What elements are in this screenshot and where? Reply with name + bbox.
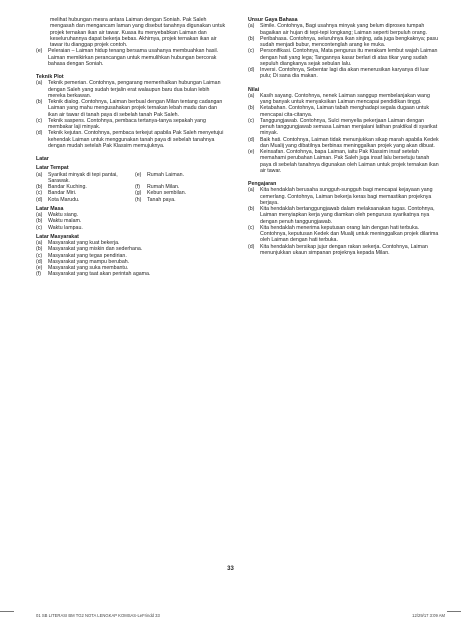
right-column <box>248 17 440 256</box>
list-item: (e) Peleraian – Laiman hidup tenang bersama usahanya membuahkan hasil. Laiman memikirkan perancangan untuk memulihkan hubungan bercorak bahasa dengan Soniah. <box>36 48 219 67</box>
masyarakat-list <box>36 240 228 278</box>
subsection-heading: Latar Masa <box>36 205 64 212</box>
list-item-text: Kita hendaklah berusaha sungguh-sungguh bagi mencapai kejayaan yang cemerlang. Contohnya, Laiman bekerja keras bagi memastikan projeknya berjaya. <box>260 187 433 206</box>
list-item-text: Rumah Milan. <box>147 184 180 190</box>
list-item <box>248 36 440 49</box>
list-item-text: Kita hendaklah menerima keputusan orang lain dengan hati terbuka. Contohnya, keputusan Kedek dan Mualij untuk meninggalkan projek dilarima oleh Laiman dengan hati terbuka. <box>260 224 439 244</box>
list-item <box>36 130 228 149</box>
list-item-label: (c) <box>248 117 255 124</box>
list-item-text: Teknik pemerian. Contohnya, pengarang memerihalkan hubungan Laiman dengan Saleh yang sudah terjalin erat walaupun baru dua bulan lebih mereka berkawan. <box>48 80 221 99</box>
print-footer-file: 01 SB LITERASI BM TG2 NOTA LENGKAP KOMSAS-LeFrindd 33 <box>36 613 160 618</box>
section-heading: Pengajaran <box>248 181 277 187</box>
list-item-label: (e) <box>248 149 255 155</box>
pengajaran-list <box>248 187 440 256</box>
list-item-text: Waktu malam. <box>48 218 82 225</box>
list-item-text: Teknik dialog. Contohnya, Laiman berbual dengan Milan tentang cadangan Laiman yang mahu mengusahakan projek ternakan lebah madu dan dan ikan air tawar di tanah paya di sebelah tanah Pak Saleh. <box>48 99 223 118</box>
list-item <box>135 172 228 185</box>
list-item <box>36 118 228 131</box>
list-item-label: (a) <box>248 23 255 30</box>
list-item-label: (a) <box>248 92 255 99</box>
list-item-text: Masyarakat yang miskin dan sederhana. <box>48 246 143 253</box>
list-item-label: (c) <box>36 252 43 259</box>
list-item-label: (c) <box>36 224 43 231</box>
list-item-text: Keinsafan. Contohnya, bapa Laiman, iaitu Pak Klassim insaf setelah memahami perubahan Laiman. Pak Saleh juga insaf lalu bersetuju tanah paya di sebelah tanahnya digunakan oleh Laiman untuk projek ternakan ikan air tawar. <box>260 149 439 174</box>
list-item-text: Waktu siang. <box>48 212 79 218</box>
list-item-text: Personifikasi. Contohnya, Mata pengurus itu merakam lembut wajah Laiman dengan hati yang lega; Tangannya kasar berlari di atas tikar yang sudah sepuluh diangkanya sejak sebulan lalu. <box>260 48 438 67</box>
list-item-label: (c) <box>36 190 43 197</box>
list-item-text: Kota Marudu. <box>48 196 80 203</box>
list-item-text: Masyarakat yang kuat bekerja. <box>48 240 120 246</box>
list-item-label: (d) <box>36 196 43 203</box>
section-heading: Unsur Gaya Bahasa <box>248 17 298 23</box>
list-item <box>36 172 129 185</box>
list-item-label: (d) <box>248 67 255 73</box>
list-item-label: (c) <box>248 224 255 231</box>
tempat-list <box>36 172 228 203</box>
list-item-label: (a) <box>36 171 43 178</box>
list-item-label: (b) <box>36 246 43 253</box>
list-item-text: Masyarakat yang mampu berubah. <box>48 258 130 265</box>
intro-paragraph: melihat hubungan mesra antara Laiman dengan Soniah. Pak Saleh mengasah dan mengancam laman yang disebut tanahnya digunakan untuk projek ternakan ikan air tawar. Kuasa itu menyebabkan Laiman dan keseluruhannya dapat bekerja bebas. Akhirnya, projek ternakan ikan air tawar itu dianggap projek contoh. <box>50 17 226 48</box>
list-item <box>248 105 440 118</box>
list-item-text: Peribahasa. Contohnya, seluruhnya ikan sinjing, ada juga bengkaknya; pasu sudah menjadi bubur, mencontenglah arang ke muka. <box>260 35 439 48</box>
list-item-label: (e) <box>135 171 142 178</box>
page-number: 33 <box>227 566 234 572</box>
list-item-text: Tanggungjawab. Contohnya, Sulci menyelia pekerjaan Laiman dengan penuh tanggungjawab semasa Laiman menjalani latihan praktikal di syarikat minyak. <box>260 117 438 137</box>
list-item <box>248 48 440 67</box>
list-item-text: Kasih sayang. Contohnya, nenek Laiman sanggup membelanjakan wang yang banyak untuk menyaksikan Laiman mencapai pendidikan tinggi. <box>260 92 430 105</box>
list-item-text: Waktu lampau. <box>48 224 83 231</box>
list-item-text: Kita hendaklah bersikap jujur dengan rakan sekerja. Contohnya, Laiman menunjukkan ukaun simpanan projeknya kepada Milan. <box>260 243 428 256</box>
list-item-label: (a) <box>36 240 43 246</box>
list-item-label: (c) <box>248 48 255 55</box>
list-item-label: (a) <box>36 212 43 218</box>
section-heading: Nilai <box>248 86 260 93</box>
section-heading: Teknik Plot <box>36 74 64 80</box>
list-item-text: Simile. Contohnya, Bagi usahnya minyak yang belum diproses tumpah bagaikan air hujan di tepi-tepi longkang; Laiman seperti berpuluh orang. <box>260 23 427 36</box>
list-item-label: (f) <box>36 271 41 278</box>
list-item <box>248 225 440 244</box>
list-item-text: Bandar Kuching. <box>48 184 87 190</box>
section-heading: Latar <box>36 156 49 162</box>
nilai-list <box>248 93 440 174</box>
list-item-label: (c) <box>36 117 43 124</box>
list-item-label: (g) <box>135 190 142 197</box>
list-item-label: (b) <box>36 184 43 190</box>
list-item <box>248 137 440 150</box>
list-item-label: (b) <box>248 206 255 212</box>
list-item-text: Tanah paya. <box>147 196 176 203</box>
crop-mark <box>0 611 14 612</box>
list-item <box>248 244 440 257</box>
list-item <box>36 225 228 231</box>
list-item <box>248 93 440 106</box>
print-footer-timestamp: 12/29/17 3:09 AM <box>412 613 445 618</box>
list-item-label: (d) <box>36 130 43 137</box>
list-item-text: Masyarakat yang tegas pendirian. <box>48 252 127 259</box>
crop-mark <box>447 611 461 612</box>
masa-list <box>36 212 228 231</box>
list-item-text: Inversi. Contohnya, Sebentar lagi dia akan menerusikan karyanya di luar pulu; Di sana dia makan. <box>260 67 429 80</box>
list-item-text: Ketabahan. Contohnya, Laiman tabah menghadapi segala dugaan untuk mencapai cita-citanya. <box>260 105 430 118</box>
list-item-label: (h) <box>135 196 142 203</box>
list-item-text: Teknik saspens. Contohnya, pembaca tertanya-tanya sepakah yang membakar laji minyak. <box>48 117 206 130</box>
list-item-label: (a) <box>248 187 255 194</box>
list-item-label: (e) <box>36 265 43 271</box>
list-item-text: Bandar Miri. <box>48 190 77 197</box>
left-column <box>36 17 228 278</box>
list-item-text: Kita hendaklah bertanggungjawab dalam melaksanakan tugas. Contohnya, Laiman menyiapkan kerja yang diamkan oleh penguruss syarikatnya nya dengan penuh tanggungjawab. <box>260 206 435 225</box>
list-item-text: Masyarakat yang taat akan perintah agama. <box>48 271 151 278</box>
list-item <box>248 23 440 36</box>
list-item-label: (f) <box>135 184 140 190</box>
list-item <box>248 118 440 137</box>
list-item <box>36 80 228 99</box>
list-item-label: (d) <box>248 136 255 143</box>
list-item-text: Baik hati. Contohnya, Laiman tidak menunjukkan sikap marah apabila Kedek dan Mualij yang dibatilnya berbinas meninggalkan projek yang akan dibuat. <box>260 136 439 149</box>
list-item <box>36 271 228 277</box>
list-item-label: (b) <box>248 35 255 42</box>
teknik-list <box>36 80 228 149</box>
list-item-text: Rumah Laiman. <box>147 171 185 178</box>
list-item-text: Kebun sembilan. <box>147 190 187 197</box>
subsection-heading: Latar Masyarakat <box>36 233 79 240</box>
list-item-label: (b) <box>248 105 255 112</box>
list-item-label: (d) <box>248 243 255 250</box>
list-item <box>248 67 440 80</box>
subsection-heading: Latar Tempat <box>36 165 69 172</box>
list-item <box>36 197 129 203</box>
list-item <box>248 206 440 225</box>
list-item <box>248 149 440 174</box>
list-item-label: (d) <box>36 258 43 265</box>
list-item <box>248 187 440 206</box>
list-item-label: (b) <box>36 218 43 225</box>
list-item-label: (a) <box>36 80 43 87</box>
list-item <box>135 197 228 203</box>
list-item-text: Syarikat minyak di tepi pantai, Sarawak. <box>48 171 118 184</box>
list-item-label: (b) <box>36 99 43 105</box>
gaya-bahasa-list <box>248 23 440 79</box>
list-item <box>36 99 228 118</box>
list-item-text: Teknik kejutan. Contohnya, pembaca terkejut apabila Pak Saleh menyetujui kehendak Laiman untuk menggunakan tanah paya di sebelah tanahnya dengan mudah setelah Pak Klassim memujuknya. <box>48 130 224 149</box>
list-item-text: Masyarakat yang suka membantu. <box>48 265 129 271</box>
